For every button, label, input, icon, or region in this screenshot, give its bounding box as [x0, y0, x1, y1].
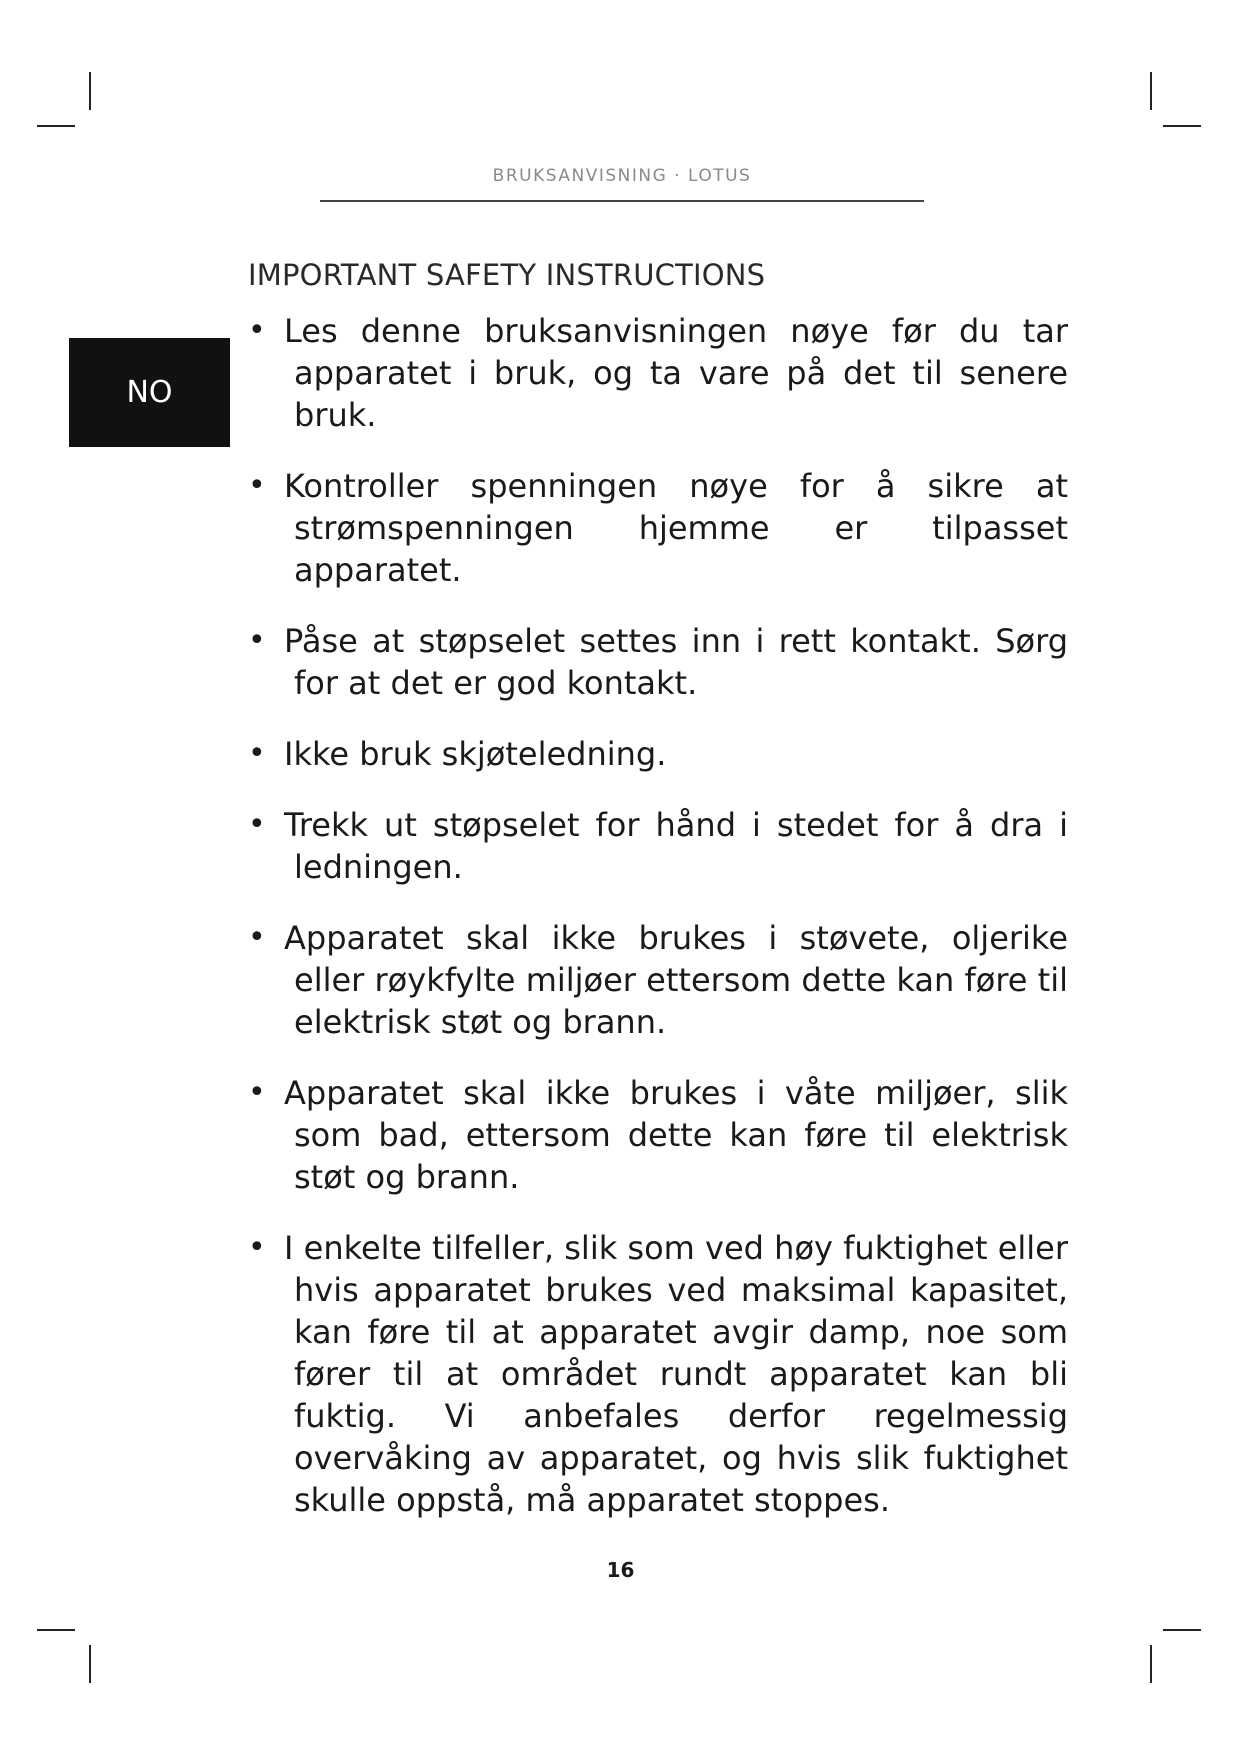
- bullet-icon: •: [248, 920, 266, 955]
- crop-mark-top-left-vertical: [89, 72, 91, 110]
- page-number: 16: [606, 1558, 635, 1582]
- bullet-icon: •: [248, 468, 266, 503]
- list-item: [248, 1072, 1068, 1198]
- section-title: IMPORTANT SAFETY INSTRUCTIONS: [248, 258, 766, 292]
- list-item-text: Kontroller spenningen nøye for å sikre at strømspenningen hjemme er tilpasset apparatet.: [284, 467, 1068, 589]
- list-item-text: Ikke bruk skjøteledning.: [284, 735, 667, 773]
- language-tab: [69, 338, 230, 447]
- list-item-text: Apparatet skal ikke brukes i støvete, oljerike eller røykfylte miljøer ettersom dette kan føre til elektrisk støt og brann.: [284, 919, 1068, 1041]
- list-item-text: Apparatet skal ikke brukes i våte miljøer, slik som bad, ettersom dette kan føre til elektrisk støt og brann.: [284, 1074, 1068, 1196]
- running-header: BRUKSANVISNING · LOTUS: [492, 166, 752, 186]
- list-item: [248, 620, 1068, 704]
- list-item: [248, 310, 1068, 436]
- list-item-text: Trekk ut støpselet for hånd i stedet for å dra i ledningen.: [284, 806, 1068, 886]
- crop-mark-top-right-horizontal: [1163, 125, 1201, 127]
- crop-mark-bottom-right-vertical: [1150, 1645, 1152, 1683]
- list-item-text: Les denne bruksanvisningen nøye før du tar apparatet i bruk, og ta vare på det til senere bruk.: [284, 312, 1068, 434]
- list-item-text: I enkelte tilfeller, slik som ved høy fuktighet eller hvis apparatet brukes ved maksimal kapasitet, kan føre til at apparatet avgir damp, noe som fører til at området rundt apparatet kan bli fuktig. Vi anbefales derfor regelmessig overvåking av apparatet, og hvis slik fuktighet skulle oppstå, må apparatet stoppes.: [284, 1229, 1068, 1519]
- language-tab-label: NO: [126, 375, 173, 410]
- bullet-icon: •: [248, 623, 266, 658]
- bullet-icon: •: [248, 1230, 266, 1265]
- crop-mark-top-left-horizontal: [37, 125, 75, 127]
- header-divider: [320, 200, 924, 202]
- bullet-icon: •: [248, 736, 266, 771]
- list-item: [248, 733, 1068, 775]
- list-item: [248, 917, 1068, 1043]
- crop-mark-bottom-left-vertical: [89, 1645, 91, 1683]
- safety-instructions-list: [248, 310, 1068, 1550]
- bullet-icon: •: [248, 313, 266, 348]
- bullet-icon: •: [248, 1075, 266, 1110]
- list-item: [248, 465, 1068, 591]
- crop-mark-top-right-vertical: [1150, 72, 1152, 110]
- list-item-text: Påse at støpselet settes inn i rett kontakt. Sørg for at det er god kontakt.: [284, 622, 1068, 702]
- crop-mark-bottom-right-horizontal: [1163, 1629, 1201, 1631]
- list-item: [248, 1227, 1068, 1521]
- crop-mark-bottom-left-horizontal: [37, 1629, 75, 1631]
- bullet-icon: •: [248, 807, 266, 842]
- list-item: [248, 804, 1068, 888]
